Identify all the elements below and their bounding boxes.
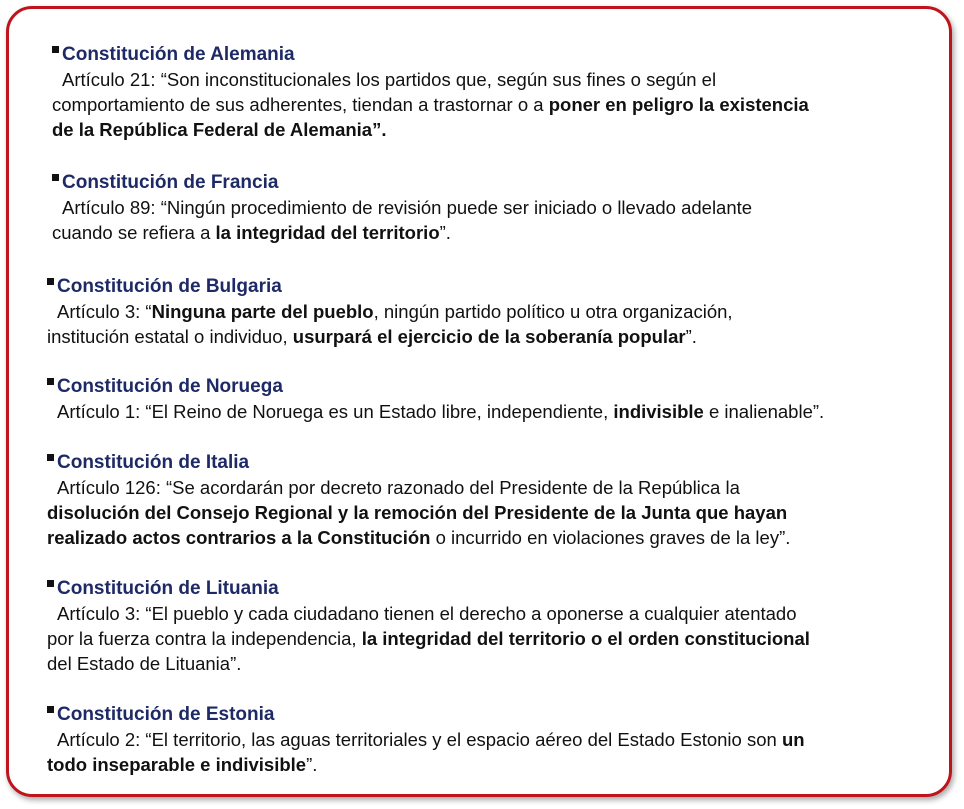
body-line: disolución del Consejo Regional y la remoción del Presidente de la Junta que hayan bbox=[47, 502, 788, 523]
body-line: todo inseparable e indivisible”. bbox=[47, 754, 318, 775]
section-noruega bbox=[47, 376, 824, 424]
body-line: Artículo 126: “Se acordarán por decreto razonado del Presidente de la República la bbox=[57, 477, 740, 498]
section-title: Constitución de Estonia bbox=[47, 704, 805, 726]
body-line: por la fuerza contra la independencia, la integridad del territorio o el orden constitucional bbox=[47, 628, 810, 649]
section-bulgaria bbox=[47, 276, 733, 349]
square-bullet-icon bbox=[52, 174, 59, 181]
section-alemania bbox=[52, 44, 809, 142]
section-body bbox=[47, 299, 733, 349]
section-body bbox=[52, 195, 752, 245]
body-line: cuando se refiera a la integridad del territorio”. bbox=[52, 222, 451, 243]
body-line: Artículo 89: “Ningún procedimiento de revisión puede ser iniciado o llevado adelante bbox=[62, 197, 753, 218]
section-body bbox=[47, 475, 790, 550]
body-line: comportamiento de sus adherentes, tiendan a trastornar o a poner en peligro la existencia bbox=[52, 94, 809, 115]
square-bullet-icon bbox=[47, 454, 54, 461]
body-line: Artículo 21: “Son inconstitucionales los partidos que, según sus fines o según el bbox=[62, 69, 717, 90]
body-line: institución estatal o individuo, usurpará el ejercicio de la soberanía popular”. bbox=[47, 326, 697, 347]
square-bullet-icon bbox=[52, 46, 59, 53]
section-body bbox=[52, 67, 809, 142]
body-line: de la República Federal de Alemania”. bbox=[52, 119, 387, 140]
square-bullet-icon bbox=[47, 706, 54, 713]
section-title: Constitución de Italia bbox=[47, 452, 790, 474]
section-francia bbox=[52, 172, 752, 245]
section-title: Constitución de Noruega bbox=[47, 376, 824, 398]
body-line: Artículo 3: “El pueblo y cada ciudadano tienen el derecho a oponerse a cualquier atentado bbox=[57, 603, 797, 624]
section-italia bbox=[47, 452, 790, 550]
body-line: realizado actos contrarios a la Constitución o incurrido en violaciones graves de la ley”. bbox=[47, 527, 791, 548]
square-bullet-icon bbox=[47, 278, 54, 285]
section-body bbox=[47, 601, 810, 676]
section-estonia bbox=[47, 704, 805, 777]
section-body bbox=[47, 399, 824, 424]
section-body bbox=[47, 727, 805, 777]
section-title: Constitución de Bulgaria bbox=[47, 276, 733, 298]
body-line: Artículo 1: “El Reino de Noruega es un Estado libre, independiente, indivisible e inalienable”. bbox=[57, 401, 825, 422]
square-bullet-icon bbox=[47, 378, 54, 385]
square-bullet-icon bbox=[47, 580, 54, 587]
section-title: Constitución de Francia bbox=[52, 172, 752, 194]
section-lituania bbox=[47, 578, 810, 676]
body-line: Artículo 3: “Ninguna parte del pueblo, ningún partido político u otra organización, bbox=[57, 301, 733, 322]
body-line: del Estado de Lituania”. bbox=[47, 653, 242, 674]
section-title: Constitución de Lituania bbox=[47, 578, 810, 600]
section-title: Constitución de Alemania bbox=[52, 44, 809, 66]
body-line: Artículo 2: “El territorio, las aguas territoriales y el espacio aéreo del Estado Estonio son un bbox=[57, 729, 805, 750]
